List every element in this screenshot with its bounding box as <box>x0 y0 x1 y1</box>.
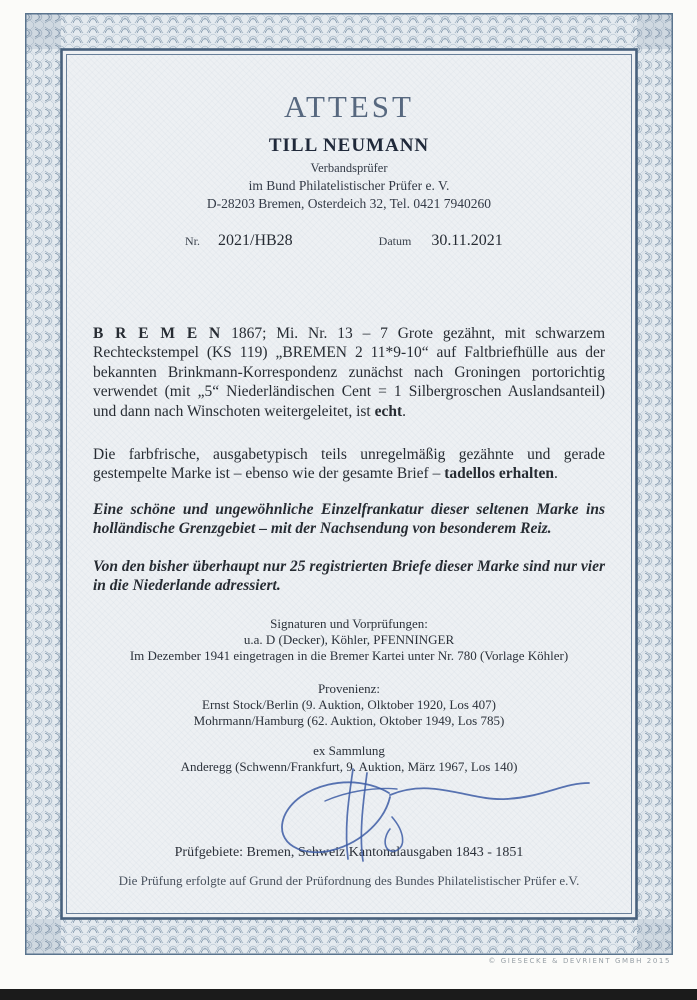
attest-title: ATTEST <box>284 89 414 124</box>
condition-text: Die farbfrische, ausgabetypisch teils unregelmäßig gezähnte und gerade gestempelte Marke ist – ebenso wie der gesamte Brief – <box>93 446 605 483</box>
date-label: Datum <box>378 234 412 248</box>
examiner-organization: im Bund Philatelistischer Prüfer e. V. <box>248 178 450 193</box>
description-paragraph: B R E M E N 1867; Mi. Nr. 13 – 7 Grote gezähnt, mit schwarzem Rechteckstempel (KS 119) „BREMEN 2 11*9-10“ auf Faltbriefhülle aus der bekannten Brinkmann-Korrespondenz zunächst nach Groningen portorichtig verwendet (mit „5“ Niederländischen Cent = 1 Silbergroschen Auslandsanteil) und dann nach Winschoten weitergeleitet, ist echt. <box>93 325 605 420</box>
provenance-line2: Mohrmann/Hamburg (62. Auktion, Oktober 1949, Los 785) <box>193 713 505 729</box>
provenance-heading: Provenienz: <box>317 681 381 697</box>
certificate-date: 30.11.2021 <box>431 232 503 249</box>
certificate-content <box>67 55 631 913</box>
ex-collection-line1: Anderegg (Schwenn/Frankfurt, 9. Auktion, März 1967, Los 140) <box>180 759 518 775</box>
condition-paragraph: Die farbfrische, ausgabetypisch teils unregelmäßig gezähnte und gerade gestempelte Marke ist – ebenso wie der gesamte Brief – tadellos erhalten. <box>93 446 605 483</box>
ex-collection-block <box>67 743 631 775</box>
provenance-line1: Ernst Stock/Berlin (9. Auktion, Olktober 1920, Los 407) <box>202 697 496 713</box>
pruefgebiete-line: Prüfgebiete: Bremen, Schweiz Kantonalausgaben 1843 - 1851 <box>174 845 524 861</box>
signatures-heading: Signaturen und Vorprüfungen: <box>270 616 428 632</box>
condition-verdict: tadellos erhalten <box>444 465 554 483</box>
certificate-number: 2021/HB28 <box>218 232 293 249</box>
description-text: 1867; Mi. Nr. 13 – 7 Grote gezähnt, mit schwarzem Rechteckstempel (KS 119) „BREMEN 2 11*9-10“ auf Faltbriefhülle aus der bekannten Brinkmann-Korrespondenz zunächst nach Groningen portorichtig verwendet (mit „5“ Niederländischen Cent = 1 Silbergroschen Auslandsanteil) und dann nach Winschoten weitergeleitet, ist <box>93 325 605 420</box>
number-label: Nr. <box>185 234 200 248</box>
remark-paragraph-2: Von den bisher überhaupt nur 25 registrierten Briefe dieser Marke sind nur vier in die Niederlande adressiert. <box>93 557 605 595</box>
provenance-block <box>67 681 631 729</box>
certificate-sheet <box>25 13 673 955</box>
examiner-address: D-28203 Bremen, Osterdeich 32, Tel. 0421 7940260 <box>206 196 492 211</box>
examiner-role: Verbandsprüfer <box>310 161 388 175</box>
signatures-block <box>67 616 631 664</box>
legal-line: Die Prüfung erfolgte auf Grund der Prüfordnung des Bundes Philatelistischer Prüfer e.V. <box>118 873 580 889</box>
printer-copyright: © GIESECKE & DEVRIENT GMBH 2015 <box>488 957 671 965</box>
certificate-meta-row <box>185 232 631 250</box>
examiner-name: TILL NEUMANN <box>268 135 430 156</box>
remark-paragraph-1: Eine schöne und ungewöhnliche Einzelfrankatur dieser seltenen Marke ins holländische Grenzgebiet – mit der Nachsendung von besonderem Reiz. <box>93 500 605 538</box>
ex-collection-heading: ex Sammlung <box>313 743 385 759</box>
scan-edge-bar <box>0 989 697 1000</box>
city-lead: B R E M E N <box>93 325 222 342</box>
signatures-line2: Im Dezember 1941 eingetragen in die Bremer Kartei unter Nr. 780 (Vorlage Köhler) <box>129 648 569 664</box>
verdict-echt: echt <box>374 402 403 420</box>
signatures-line1: u.a. D (Decker), Köhler, PFENNINGER <box>243 632 455 648</box>
